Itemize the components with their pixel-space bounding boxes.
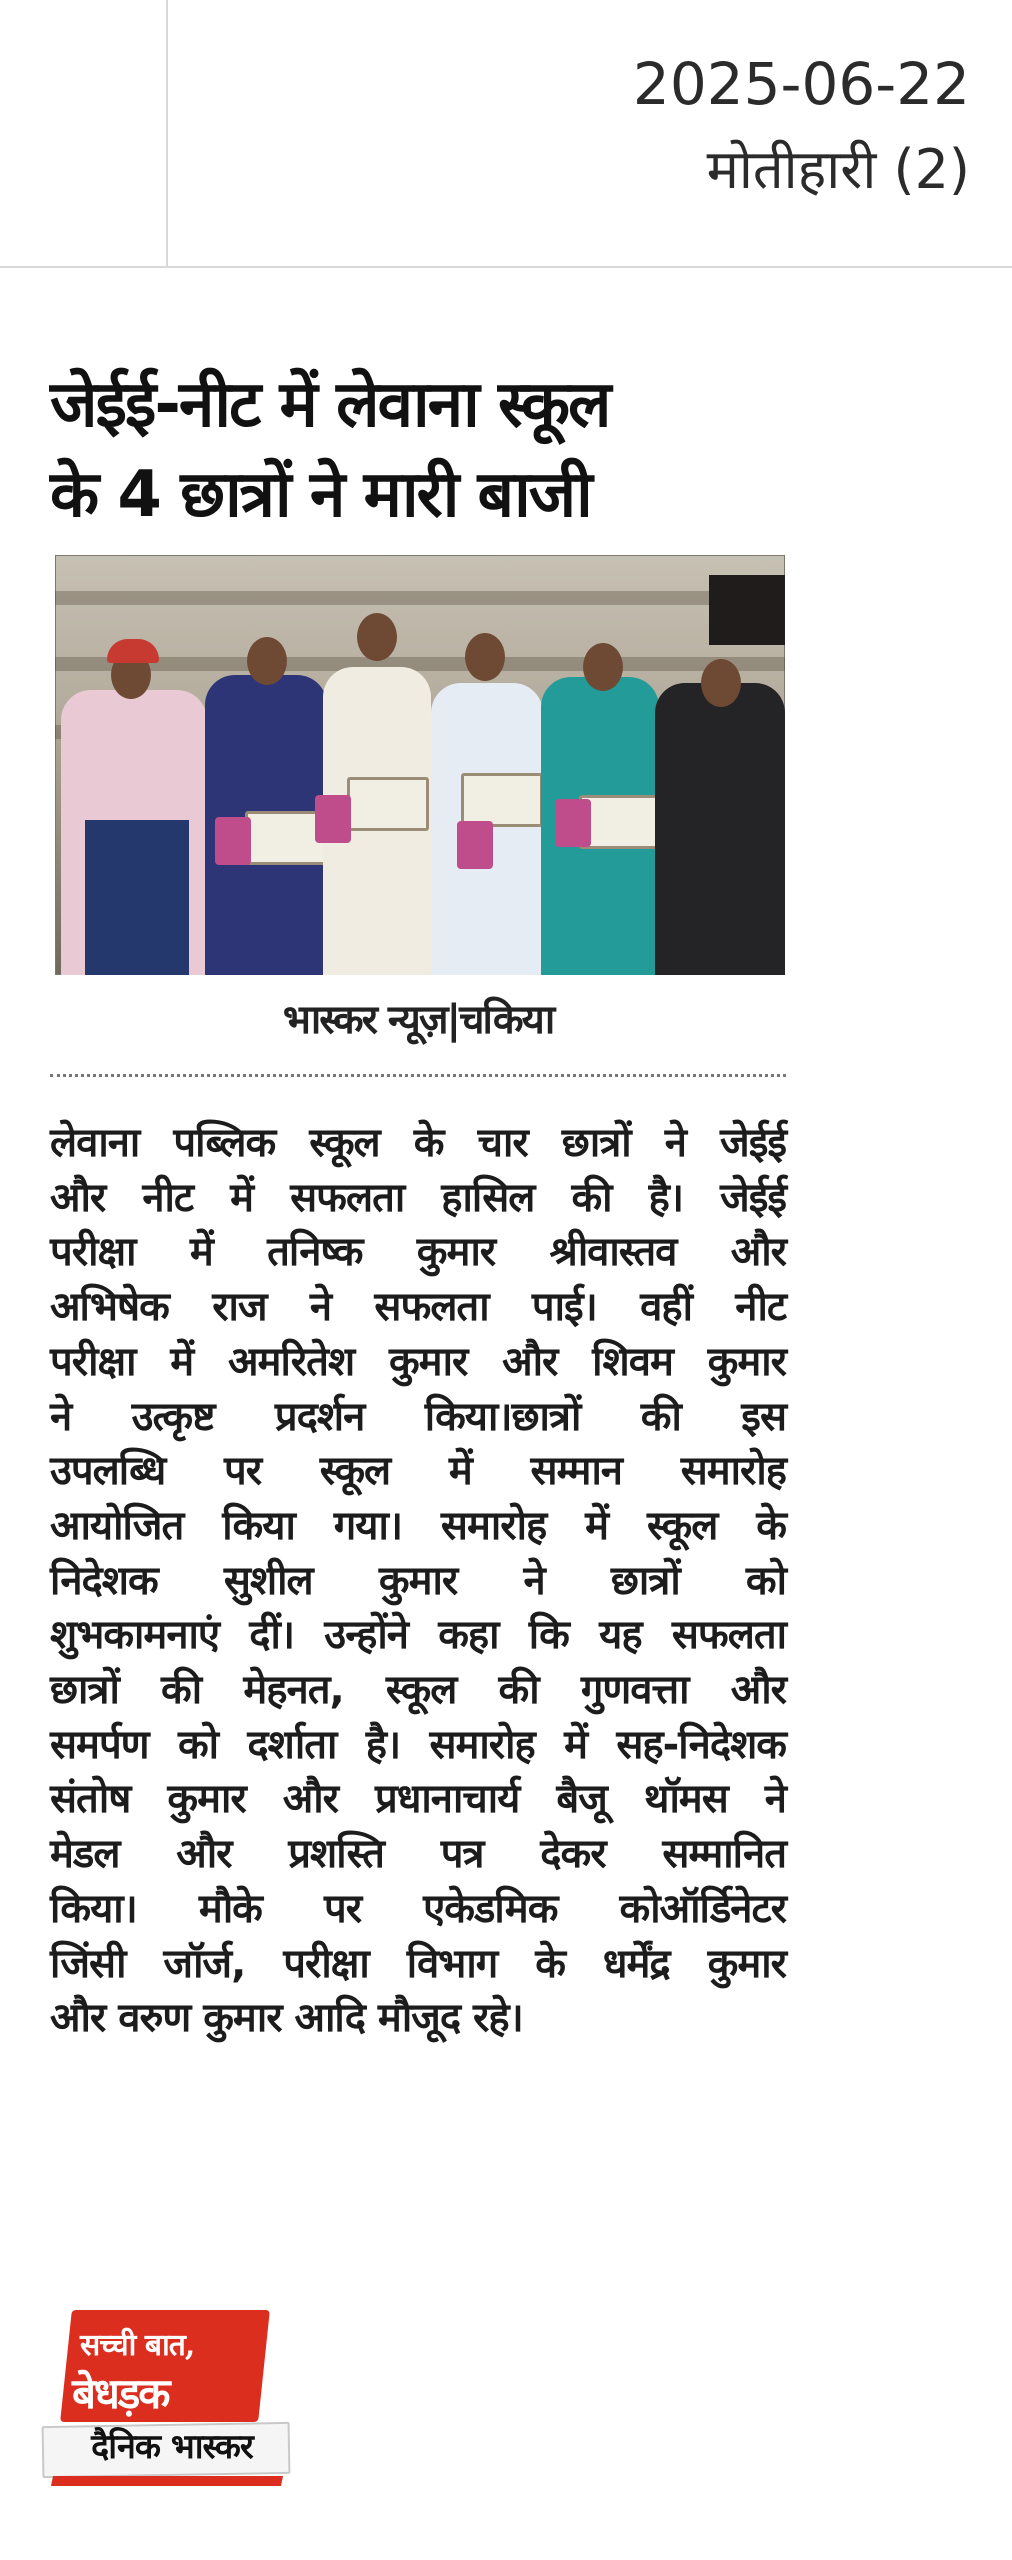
- photo-shelf: [55, 657, 785, 671]
- article-body: [50, 1116, 786, 2046]
- logo-red-stripe: [51, 2476, 283, 2486]
- body-line: छात्रों की मेहनत, स्कूल की गुणवत्ता और: [50, 1667, 786, 1714]
- body-line: संतोष कुमार और प्रधानाचार्य बैजू थॉमस ने: [50, 1776, 786, 1823]
- article-headline: [50, 360, 798, 540]
- gift-bag-icon: [555, 799, 591, 847]
- person-face: [701, 659, 741, 707]
- certificate-icon: [461, 773, 543, 827]
- article-byline: भास्कर न्यूज़|चकिया: [282, 997, 554, 1043]
- person-face: [583, 643, 623, 691]
- body-line: परीक्षा में अमरितेश कुमार और शिवम कुमार: [50, 1338, 786, 1385]
- photo-screen: [709, 575, 785, 645]
- article-photo: [55, 555, 785, 975]
- header-divider: [166, 0, 168, 268]
- body-line: लेवाना पब्लिक स्कूल के चार छात्रों ने जेईई: [50, 1120, 786, 1166]
- dainik-bhaskar-logo: [42, 2306, 298, 2500]
- certificate-icon: [579, 795, 661, 849]
- person: [655, 683, 785, 975]
- person-face: [247, 637, 287, 685]
- body-line: निदेशक सुशील कुमार ने छात्रों को: [50, 1557, 786, 1604]
- trousers: [85, 820, 189, 975]
- headline-line-1: जेईई-नीट में लेवाना स्कूल: [50, 368, 610, 442]
- photo-shelf: [55, 591, 785, 605]
- logo-tagline-2: बेधड़क: [72, 2369, 169, 2418]
- body-line: और नीट में सफलता हासिल की है। जेईई: [50, 1174, 786, 1221]
- person-face: [357, 613, 397, 661]
- body-line: समर्पण को दर्शाता है। समारोह में सह-निदेशक: [50, 1721, 786, 1768]
- body-line: परीक्षा में तनिष्क कुमार श्रीवास्तव और: [50, 1229, 786, 1276]
- body-line: ने उत्कृष्ट प्रदर्शन किया।छात्रों की इस: [50, 1393, 786, 1440]
- body-line: मेडल और प्रशस्ति पत्र देकर सम्मानित: [50, 1831, 786, 1878]
- headline-line-2: के 4 छात्रों ने मारी बाजी: [50, 458, 591, 532]
- dotted-divider: [50, 1074, 786, 1077]
- gift-bag-icon: [457, 821, 493, 869]
- logo-tagline-1: सच्ची बात,: [80, 2328, 195, 2363]
- gift-bag-icon: [215, 817, 251, 865]
- certificate-icon: [347, 777, 429, 831]
- cap-icon: [107, 639, 159, 663]
- body-line: जिंसी जॉर्ज, परीक्षा विभाग के धर्मेंद्र कुमार: [50, 1940, 786, 1987]
- news-article: [38, 268, 798, 2042]
- person-face: [465, 633, 505, 681]
- clipping-header: [0, 0, 1012, 268]
- body-line: आयोजित किया गया। समारोह में स्कूल के: [50, 1502, 786, 1549]
- body-line: किया। मौके पर एकेडमिक कोऑर्डिनेटर: [50, 1885, 786, 1932]
- gift-bag-icon: [315, 795, 351, 843]
- body-line: शुभकामनाएं दीं। उन्होंने कहा कि यह सफलता: [50, 1612, 786, 1659]
- body-line: अभिषेक राज ने सफलता पाई। वहीं नीट: [50, 1284, 786, 1331]
- body-line: और वरुण कुमार आदि मौजूद रहे।: [50, 1995, 523, 2042]
- body-line: उपलब्धि पर स्कूल में सम्मान समारोह: [50, 1448, 786, 1495]
- logo-brand-name: दैनिक भास्कर: [91, 2427, 253, 2467]
- publication-date: 2025-06-22: [632, 50, 970, 118]
- edition-label: मोतीहारी (2): [706, 138, 970, 201]
